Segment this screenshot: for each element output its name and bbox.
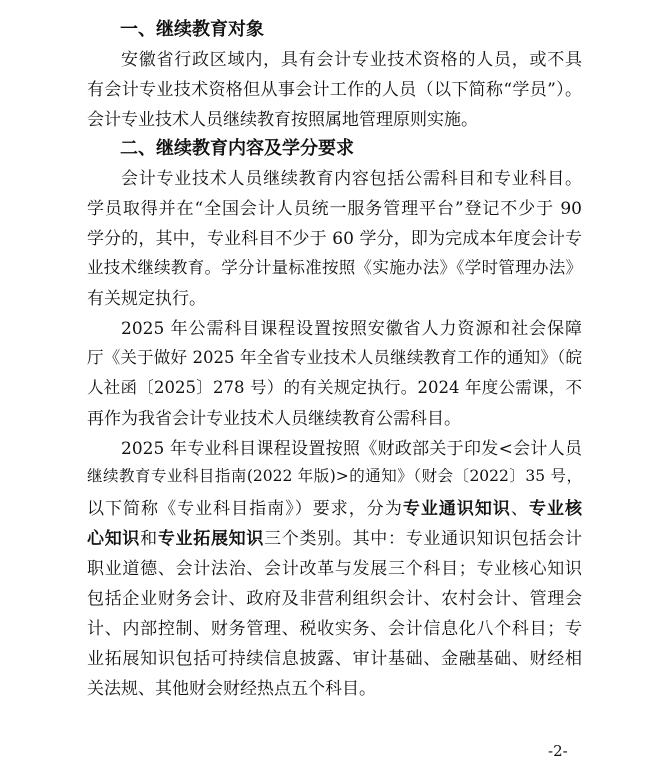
- para-3-line-5: 职业道德、会计法治、会计改革与发展三个科目；专业核心知识: [87, 559, 582, 579]
- para-2-line-4: 再作为我省会计专业技术人员继续教育公需科目。: [87, 409, 461, 429]
- section-2-heading: 二、继续教育内容及学分要求: [120, 138, 354, 159]
- para-3-line-3-separator: 、: [510, 499, 529, 519]
- para-1-line-1: 会计专业技术人员继续教育内容包括公需科目和专业科目。: [121, 169, 582, 189]
- emphasis-core-knowledge-part-1: 专业核: [529, 499, 583, 519]
- para-3-line-6: 包括企业财务会计、政府及非营利组织会计、农村会计、管理会: [87, 589, 582, 609]
- para-2-line-1: 2025 年公需科目课程设置按照安徽省人力资源和社会保障: [121, 319, 582, 339]
- para-2-line-3: 人社函〔2025〕278 号）的有关规定执行。2024 年度公需课，不: [87, 378, 582, 397]
- page-number: -2-: [548, 742, 568, 760]
- section-1-line-2: 有会计专业技术资格但从事会计工作的人员（以下简称“学员”）。: [87, 80, 582, 100]
- section-1-line-1: 安徽省行政区域内，具有会计专业技术资格的人员，或不具: [121, 50, 582, 70]
- para-1-line-5: 有关规定执行。: [87, 289, 206, 309]
- para-3-line-4-text: 三个类别。其中：专业通识知识包括会计: [264, 529, 583, 549]
- para-1-line-3: 学分的，其中，专业科目不少于 60 学分，即为完成本年度会计专: [87, 229, 582, 249]
- emphasis-general-knowledge: 专业通识知识: [402, 499, 511, 519]
- para-1-line-2: 学员取得并在“全国会计人员统一服务管理平台”登记不少于 90: [87, 199, 582, 219]
- emphasis-core-knowledge-part-2: 心知识: [87, 529, 141, 549]
- para-3-line-3: [87, 494, 582, 519]
- emphasis-extended-knowledge: 专业拓展知识: [157, 529, 265, 549]
- para-3-line-4-conjunction: 和: [140, 529, 158, 549]
- para-2-line-2: 厅《关于做好 2025 年全省专业技术人员继续教育工作的通知》（皖: [87, 348, 582, 367]
- para-3-line-7: 计、内部控制、财务管理、税收实务、会计信息化八个科目；专: [87, 619, 582, 639]
- para-3-line-2: 继续教育专业科目指南(2022 年版)>的通知》（财会〔2022〕35 号，: [87, 467, 582, 485]
- para-1-line-4: 业技术继续教育。学分计量标准按照《实施办法》《学时管理办法》: [87, 258, 582, 277]
- para-3-line-3-text: 以下简称《专业科目指南》）要求，分为: [87, 499, 403, 519]
- para-3-line-1: 2025 年专业科目课程设置按照《财政部关于印发<会计人员: [121, 439, 582, 459]
- para-3-line-8: 业拓展知识包括可持续信息披露、审计基础、金融基础、财经相: [87, 649, 582, 669]
- section-1-line-3: 会计专业技术人员继续教育按照属地管理原则实施。: [87, 110, 478, 130]
- section-1-heading: 一、继续教育对象: [120, 19, 264, 40]
- para-3-line-9: 关法规、其他财会财经热点五个科目。: [87, 679, 376, 699]
- para-3-line-4: [87, 524, 582, 549]
